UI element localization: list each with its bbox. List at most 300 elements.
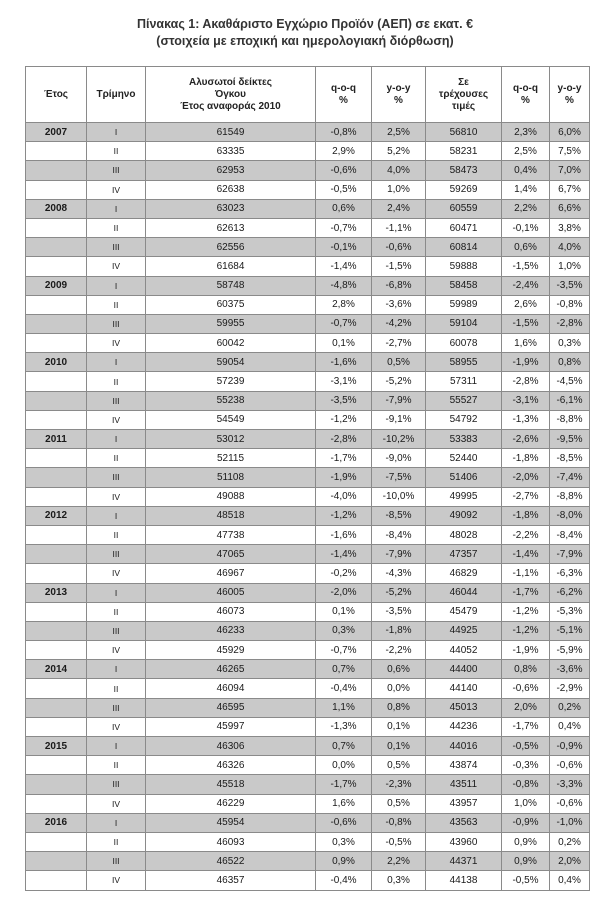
qoq-current-cell: 0,9% (502, 852, 550, 871)
yoy-current-cell: -3,6% (550, 660, 590, 679)
yoy-current-cell: -7,9% (550, 545, 590, 564)
chain-volume-cell: 46595 (146, 698, 316, 717)
qoq-volume-cell: -0,6% (316, 813, 372, 832)
yoy-volume-cell: -3,5% (372, 602, 426, 621)
qoq-current-cell: -1,2% (502, 602, 550, 621)
year-cell (26, 794, 87, 813)
qoq-volume-cell: -1,9% (316, 468, 372, 487)
quarter-cell: II (87, 372, 146, 391)
chain-volume-cell: 46073 (146, 602, 316, 621)
table-row (26, 410, 590, 429)
quarter-cell: III (87, 698, 146, 717)
current-prices-cell: 52440 (426, 449, 502, 468)
yoy-current-cell: -5,9% (550, 641, 590, 660)
yoy-current-cell: 0,4% (550, 871, 590, 890)
table-row (26, 218, 590, 237)
chain-volume-cell: 45954 (146, 813, 316, 832)
table-row (26, 199, 590, 218)
qoq-current-cell: 1,0% (502, 794, 550, 813)
current-prices-cell: 44400 (426, 660, 502, 679)
year-cell (26, 564, 87, 583)
yoy-volume-cell: -7,9% (372, 391, 426, 410)
current-prices-cell: 57311 (426, 372, 502, 391)
table-row (26, 852, 590, 871)
current-prices-cell: 45013 (426, 698, 502, 717)
table-row (26, 698, 590, 717)
year-cell (26, 161, 87, 180)
year-cell: 2013 (26, 583, 87, 602)
chain-volume-cell: 45929 (146, 641, 316, 660)
quarter-cell: III (87, 545, 146, 564)
chain-volume-cell: 63023 (146, 199, 316, 218)
yoy-volume-cell: -10,0% (372, 487, 426, 506)
qoq-volume-cell: -1,6% (316, 353, 372, 372)
current-prices-cell: 59269 (426, 180, 502, 199)
chain-volume-cell: 46233 (146, 621, 316, 640)
qoq-current-cell: 0,6% (502, 238, 550, 257)
quarter-cell: I (87, 737, 146, 756)
qoq-current-cell: -2,2% (502, 525, 550, 544)
yoy-current-cell: 0,2% (550, 698, 590, 717)
yoy-current-cell: 0,8% (550, 353, 590, 372)
year-cell: 2007 (26, 123, 87, 142)
yoy-current-cell: -6,3% (550, 564, 590, 583)
header-yoy-volume: y-o-y % (372, 67, 426, 123)
quarter-cell: III (87, 852, 146, 871)
qoq-current-cell: -1,8% (502, 506, 550, 525)
yoy-volume-cell: -2,3% (372, 775, 426, 794)
current-prices-cell: 60814 (426, 238, 502, 257)
qoq-volume-cell: -0,5% (316, 180, 372, 199)
yoy-volume-cell: -1,8% (372, 621, 426, 640)
table-header (26, 67, 590, 123)
table-row (26, 737, 590, 756)
yoy-current-cell: -3,3% (550, 775, 590, 794)
quarter-cell: I (87, 430, 146, 449)
chain-volume-cell: 46326 (146, 756, 316, 775)
current-prices-cell: 48028 (426, 525, 502, 544)
qoq-volume-cell: -1,7% (316, 775, 372, 794)
qoq-volume-cell: -3,1% (316, 372, 372, 391)
table-row (26, 717, 590, 736)
current-prices-cell: 44371 (426, 852, 502, 871)
chain-volume-cell: 59054 (146, 353, 316, 372)
quarter-cell: IV (87, 257, 146, 276)
chain-volume-cell: 46522 (146, 852, 316, 871)
quarter-cell: II (87, 832, 146, 851)
qoq-current-cell: -0,6% (502, 679, 550, 698)
year-cell (26, 468, 87, 487)
quarter-cell: IV (87, 794, 146, 813)
yoy-current-cell: 0,2% (550, 832, 590, 851)
chain-volume-cell: 51108 (146, 468, 316, 487)
qoq-volume-cell: -2,0% (316, 583, 372, 602)
table-row (26, 468, 590, 487)
chain-volume-cell: 55238 (146, 391, 316, 410)
table-row (26, 430, 590, 449)
yoy-current-cell: -8,0% (550, 506, 590, 525)
quarter-cell: IV (87, 334, 146, 353)
header-yoy-current: y-o-y % (550, 67, 590, 123)
current-prices-cell: 60471 (426, 218, 502, 237)
year-cell (26, 142, 87, 161)
yoy-current-cell: -2,9% (550, 679, 590, 698)
yoy-volume-cell: -6,8% (372, 276, 426, 295)
current-prices-cell: 46044 (426, 583, 502, 602)
quarter-cell: III (87, 314, 146, 333)
yoy-volume-cell: 0,5% (372, 353, 426, 372)
table-row (26, 813, 590, 832)
qoq-current-cell: -1,7% (502, 717, 550, 736)
table-title (0, 16, 610, 50)
chain-volume-cell: 45997 (146, 717, 316, 736)
year-cell (26, 257, 87, 276)
table-row (26, 391, 590, 410)
yoy-current-cell: -2,8% (550, 314, 590, 333)
chain-volume-cell: 46967 (146, 564, 316, 583)
yoy-volume-cell: -9,0% (372, 449, 426, 468)
table-row (26, 487, 590, 506)
qoq-current-cell: -1,9% (502, 353, 550, 372)
current-prices-cell: 59989 (426, 295, 502, 314)
chain-volume-cell: 52115 (146, 449, 316, 468)
quarter-cell: II (87, 525, 146, 544)
table-row (26, 142, 590, 161)
yoy-volume-cell: -7,9% (372, 545, 426, 564)
header-qoq-current: q-o-q % (502, 67, 550, 123)
yoy-volume-cell: -8,5% (372, 506, 426, 525)
yoy-volume-cell: -0,5% (372, 832, 426, 851)
qoq-current-cell: -0,3% (502, 756, 550, 775)
yoy-volume-cell: -4,2% (372, 314, 426, 333)
table-row (26, 756, 590, 775)
yoy-volume-cell: -1,5% (372, 257, 426, 276)
chain-volume-cell: 46094 (146, 679, 316, 698)
year-cell (26, 832, 87, 851)
qoq-volume-cell: -1,6% (316, 525, 372, 544)
qoq-volume-cell: 0,3% (316, 621, 372, 640)
chain-volume-cell: 46229 (146, 794, 316, 813)
yoy-current-cell: -6,2% (550, 583, 590, 602)
qoq-current-cell: 2,3% (502, 123, 550, 142)
yoy-current-cell: 6,6% (550, 199, 590, 218)
qoq-volume-cell: -0,7% (316, 641, 372, 660)
current-prices-cell: 43563 (426, 813, 502, 832)
current-prices-cell: 58955 (426, 353, 502, 372)
qoq-volume-cell: -0,8% (316, 123, 372, 142)
yoy-volume-cell: -5,2% (372, 372, 426, 391)
qoq-current-cell: -1,9% (502, 641, 550, 660)
quarter-cell: II (87, 756, 146, 775)
year-cell (26, 679, 87, 698)
year-cell (26, 641, 87, 660)
quarter-cell: IV (87, 180, 146, 199)
qoq-current-cell: -1,2% (502, 621, 550, 640)
current-prices-cell: 44016 (426, 737, 502, 756)
chain-volume-cell: 46005 (146, 583, 316, 602)
qoq-volume-cell: 1,1% (316, 698, 372, 717)
qoq-current-cell: 1,4% (502, 180, 550, 199)
chain-volume-cell: 60042 (146, 334, 316, 353)
table-row (26, 525, 590, 544)
qoq-current-cell: 2,0% (502, 698, 550, 717)
year-cell (26, 775, 87, 794)
yoy-current-cell: -0,8% (550, 295, 590, 314)
quarter-cell: I (87, 506, 146, 525)
qoq-current-cell: 2,2% (502, 199, 550, 218)
yoy-volume-cell: 0,0% (372, 679, 426, 698)
qoq-volume-cell: -0,6% (316, 161, 372, 180)
yoy-volume-cell: -5,2% (372, 583, 426, 602)
current-prices-cell: 49995 (426, 487, 502, 506)
qoq-volume-cell: -1,4% (316, 257, 372, 276)
table-row (26, 334, 590, 353)
chain-volume-cell: 62953 (146, 161, 316, 180)
quarter-cell: II (87, 218, 146, 237)
chain-volume-cell: 45518 (146, 775, 316, 794)
qoq-current-cell: -0,9% (502, 813, 550, 832)
year-cell (26, 391, 87, 410)
quarter-cell: III (87, 621, 146, 640)
chain-volume-cell: 46357 (146, 871, 316, 890)
yoy-current-cell: -5,1% (550, 621, 590, 640)
quarter-cell: II (87, 449, 146, 468)
qoq-volume-cell: -0,7% (316, 218, 372, 237)
qoq-volume-cell: 1,6% (316, 794, 372, 813)
qoq-volume-cell: 0,0% (316, 756, 372, 775)
yoy-current-cell: -8,4% (550, 525, 590, 544)
qoq-current-cell: -2,4% (502, 276, 550, 295)
header-row (26, 67, 590, 123)
table-row (26, 775, 590, 794)
qoq-current-cell: -0,8% (502, 775, 550, 794)
qoq-volume-cell: 0,1% (316, 334, 372, 353)
current-prices-cell: 60078 (426, 334, 502, 353)
qoq-current-cell: -2,7% (502, 487, 550, 506)
table-row (26, 871, 590, 890)
year-cell (26, 180, 87, 199)
chain-volume-cell: 46265 (146, 660, 316, 679)
table-row (26, 295, 590, 314)
header-year: Έτος (26, 67, 87, 123)
chain-volume-cell: 61549 (146, 123, 316, 142)
qoq-current-cell: 0,9% (502, 832, 550, 851)
qoq-volume-cell: -4,0% (316, 487, 372, 506)
yoy-volume-cell: 4,0% (372, 161, 426, 180)
current-prices-cell: 43960 (426, 832, 502, 851)
table-row (26, 449, 590, 468)
year-cell (26, 218, 87, 237)
qoq-volume-cell: -1,7% (316, 449, 372, 468)
yoy-volume-cell: -2,2% (372, 641, 426, 660)
quarter-cell: II (87, 602, 146, 621)
current-prices-cell: 45479 (426, 602, 502, 621)
qoq-current-cell: -2,6% (502, 430, 550, 449)
chain-volume-cell: 49088 (146, 487, 316, 506)
year-cell (26, 602, 87, 621)
yoy-current-cell: -0,6% (550, 756, 590, 775)
year-cell: 2014 (26, 660, 87, 679)
year-cell (26, 410, 87, 429)
quarter-cell: I (87, 353, 146, 372)
qoq-volume-cell: -0,7% (316, 314, 372, 333)
table-row (26, 353, 590, 372)
current-prices-cell: 58231 (426, 142, 502, 161)
qoq-current-cell: 0,8% (502, 660, 550, 679)
yoy-volume-cell: -2,7% (372, 334, 426, 353)
qoq-current-cell: -1,1% (502, 564, 550, 583)
qoq-current-cell: 1,6% (502, 334, 550, 353)
yoy-current-cell: 2,0% (550, 852, 590, 871)
yoy-volume-cell: -10,2% (372, 430, 426, 449)
current-prices-cell: 55527 (426, 391, 502, 410)
quarter-cell: IV (87, 871, 146, 890)
current-prices-cell: 44236 (426, 717, 502, 736)
year-cell (26, 621, 87, 640)
qoq-volume-cell: 0,9% (316, 852, 372, 871)
year-cell (26, 871, 87, 890)
chain-volume-cell: 57239 (146, 372, 316, 391)
yoy-volume-cell: 0,3% (372, 871, 426, 890)
year-cell (26, 525, 87, 544)
current-prices-cell: 43957 (426, 794, 502, 813)
table-row (26, 372, 590, 391)
qoq-current-cell: -0,5% (502, 871, 550, 890)
current-prices-cell: 60559 (426, 199, 502, 218)
table-row (26, 545, 590, 564)
chain-volume-cell: 62613 (146, 218, 316, 237)
qoq-current-cell: -0,1% (502, 218, 550, 237)
table-row (26, 257, 590, 276)
chain-volume-cell: 63335 (146, 142, 316, 161)
yoy-current-cell: 7,0% (550, 161, 590, 180)
qoq-volume-cell: -0,4% (316, 871, 372, 890)
quarter-cell: IV (87, 487, 146, 506)
year-cell: 2008 (26, 199, 87, 218)
table-row (26, 506, 590, 525)
year-cell (26, 295, 87, 314)
chain-volume-cell: 61684 (146, 257, 316, 276)
yoy-current-cell: -1,0% (550, 813, 590, 832)
yoy-volume-cell: -3,6% (372, 295, 426, 314)
table-row (26, 564, 590, 583)
qoq-volume-cell: -1,3% (316, 717, 372, 736)
table-row (26, 679, 590, 698)
chain-volume-cell: 54549 (146, 410, 316, 429)
table-row (26, 123, 590, 142)
qoq-volume-cell: -3,5% (316, 391, 372, 410)
header-chain-volume: Αλυσωτοί δείκτες Όγκου Έτος αναφοράς 2010 (146, 67, 316, 123)
header-current-prices: Σε τρέχουσες τιμές (426, 67, 502, 123)
qoq-volume-cell: -4,8% (316, 276, 372, 295)
current-prices-cell: 43511 (426, 775, 502, 794)
chain-volume-cell: 62638 (146, 180, 316, 199)
yoy-current-cell: -8,8% (550, 487, 590, 506)
qoq-current-cell: -2,0% (502, 468, 550, 487)
current-prices-cell: 59104 (426, 314, 502, 333)
yoy-current-cell: -6,1% (550, 391, 590, 410)
year-cell (26, 449, 87, 468)
table-row (26, 276, 590, 295)
yoy-volume-cell: 0,5% (372, 794, 426, 813)
chain-volume-cell: 60375 (146, 295, 316, 314)
yoy-volume-cell: -9,1% (372, 410, 426, 429)
qoq-volume-cell: 0,1% (316, 602, 372, 621)
year-cell (26, 545, 87, 564)
chain-volume-cell: 62556 (146, 238, 316, 257)
qoq-current-cell: 2,5% (502, 142, 550, 161)
table-row (26, 660, 590, 679)
year-cell (26, 717, 87, 736)
yoy-current-cell: -4,5% (550, 372, 590, 391)
yoy-current-cell: 6,0% (550, 123, 590, 142)
yoy-volume-cell: 1,0% (372, 180, 426, 199)
year-cell: 2016 (26, 813, 87, 832)
year-cell (26, 487, 87, 506)
yoy-volume-cell: 5,2% (372, 142, 426, 161)
yoy-current-cell: 1,0% (550, 257, 590, 276)
year-cell: 2009 (26, 276, 87, 295)
year-cell (26, 238, 87, 257)
yoy-current-cell: -9,5% (550, 430, 590, 449)
current-prices-cell: 53383 (426, 430, 502, 449)
yoy-volume-cell: 2,5% (372, 123, 426, 142)
year-cell: 2011 (26, 430, 87, 449)
qoq-volume-cell: 0,7% (316, 737, 372, 756)
table-row (26, 641, 590, 660)
yoy-volume-cell: 0,1% (372, 717, 426, 736)
qoq-volume-cell: -0,4% (316, 679, 372, 698)
quarter-cell: IV (87, 410, 146, 429)
yoy-volume-cell: -4,3% (372, 564, 426, 583)
year-cell (26, 334, 87, 353)
yoy-current-cell: -3,5% (550, 276, 590, 295)
yoy-volume-cell: 0,8% (372, 698, 426, 717)
yoy-volume-cell: 0,6% (372, 660, 426, 679)
yoy-volume-cell: -0,6% (372, 238, 426, 257)
yoy-volume-cell: -8,4% (372, 525, 426, 544)
table-body (26, 123, 590, 891)
quarter-cell: I (87, 660, 146, 679)
qoq-current-cell: -1,7% (502, 583, 550, 602)
current-prices-cell: 44138 (426, 871, 502, 890)
current-prices-cell: 44052 (426, 641, 502, 660)
quarter-cell: IV (87, 717, 146, 736)
chain-volume-cell: 48518 (146, 506, 316, 525)
quarter-cell: I (87, 583, 146, 602)
qoq-volume-cell: -0,1% (316, 238, 372, 257)
year-cell (26, 698, 87, 717)
year-cell (26, 372, 87, 391)
yoy-volume-cell: -7,5% (372, 468, 426, 487)
quarter-cell: II (87, 142, 146, 161)
yoy-volume-cell: 0,5% (372, 756, 426, 775)
qoq-current-cell: -1,3% (502, 410, 550, 429)
qoq-volume-cell: 2,9% (316, 142, 372, 161)
qoq-current-cell: -3,1% (502, 391, 550, 410)
quarter-cell: I (87, 813, 146, 832)
qoq-volume-cell: 2,8% (316, 295, 372, 314)
table-row (26, 602, 590, 621)
year-cell (26, 852, 87, 871)
year-cell: 2015 (26, 737, 87, 756)
table-row (26, 314, 590, 333)
qoq-current-cell: 2,6% (502, 295, 550, 314)
current-prices-cell: 49092 (426, 506, 502, 525)
qoq-volume-cell: -1,2% (316, 506, 372, 525)
yoy-current-cell: 0,3% (550, 334, 590, 353)
yoy-current-cell: 6,7% (550, 180, 590, 199)
